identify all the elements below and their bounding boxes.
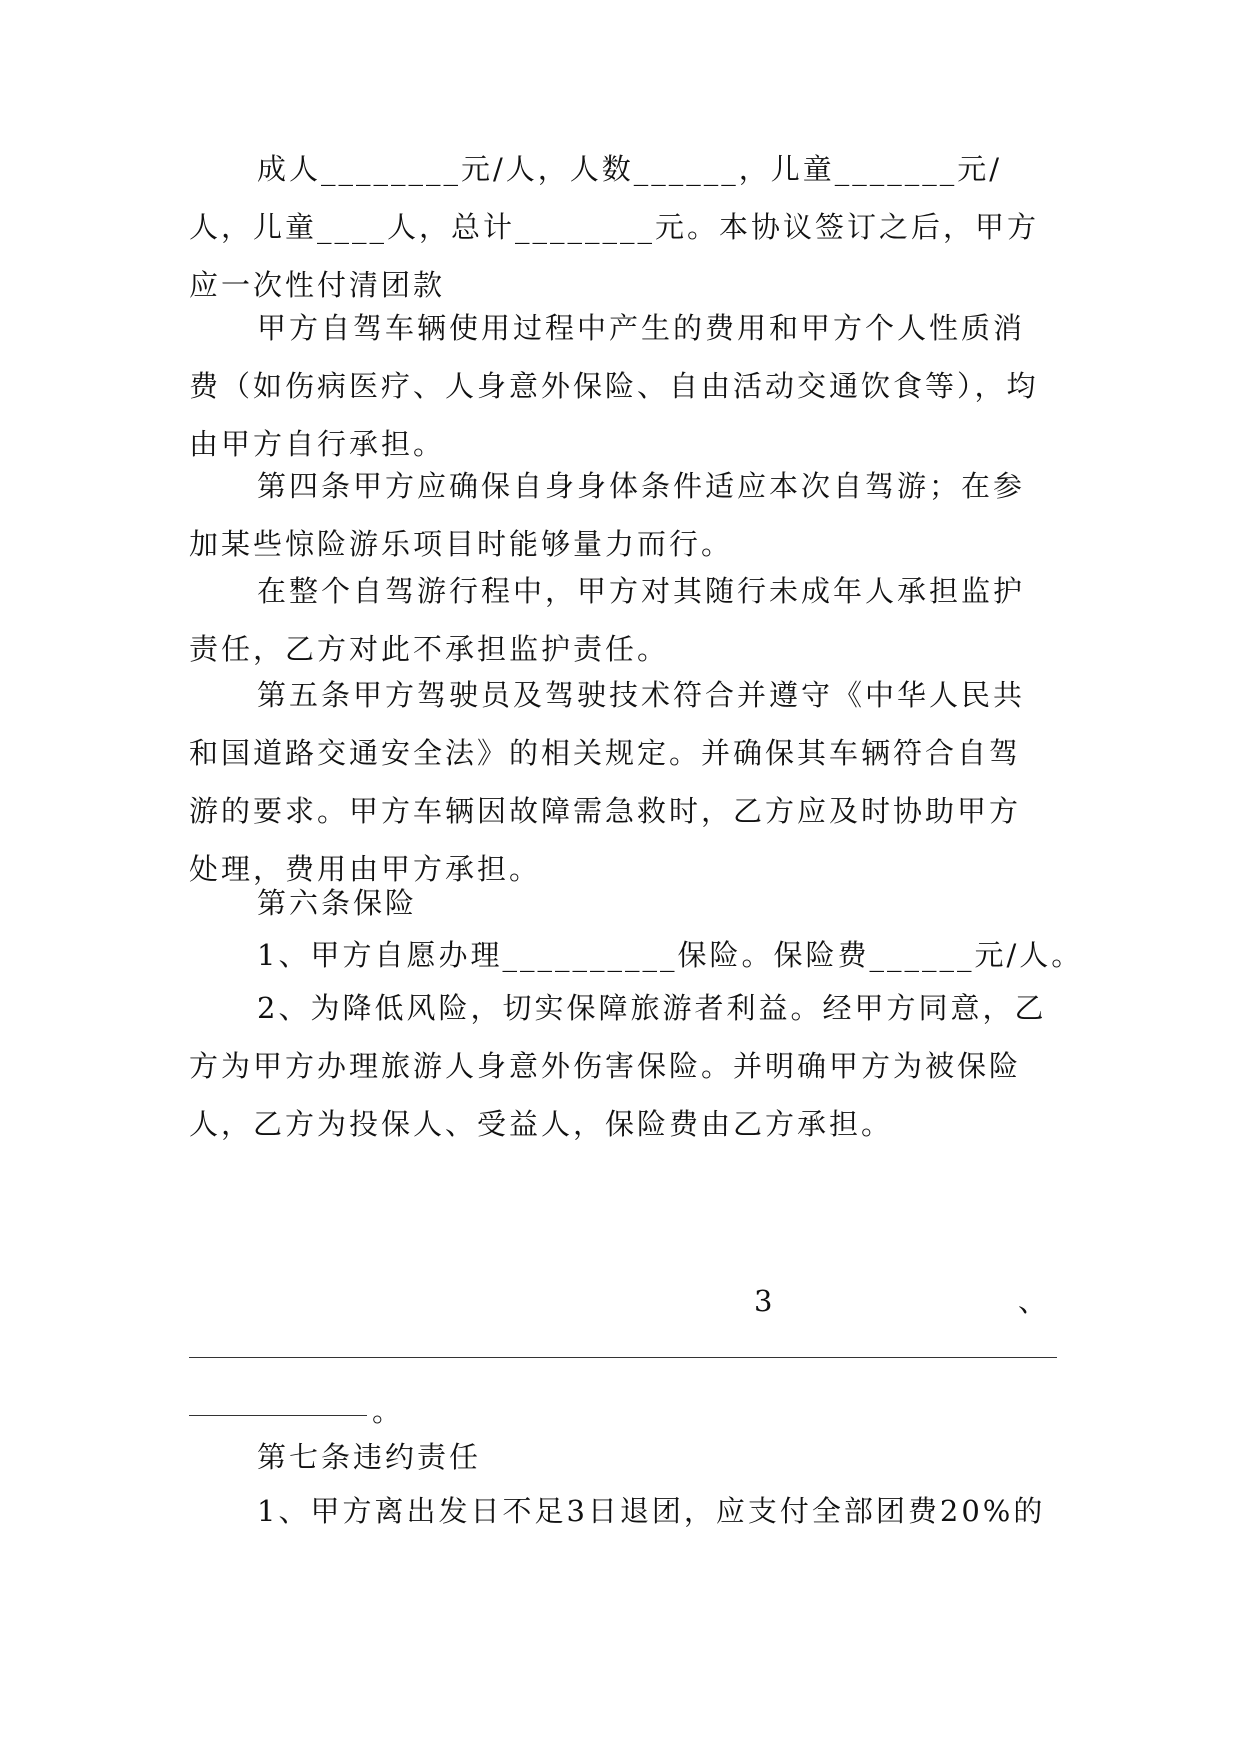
item-3-comma: 、 bbox=[1017, 1284, 1047, 1318]
blank-fill-line-short bbox=[189, 1415, 367, 1416]
paragraph-guardianship: 在整个自驾游行程中，甲方对其随行未成年人承担监护责任，乙方对此不承担监护责任。 bbox=[189, 574, 1026, 666]
paragraph-article-6-heading: 第六条保险 bbox=[257, 886, 418, 920]
paragraph-self-expenses: 甲方自驾车辆使用过程中产生的费用和甲方个人性质消费（如伤病医疗、人身意外保险、自由活动交通饮食等），均由甲方自行承担。 bbox=[189, 311, 1039, 461]
item-3-end-mark: 。 bbox=[372, 1394, 402, 1428]
paragraph-insurance-1: 1、甲方自愿办理__________保险。保险费______元/人。 bbox=[257, 938, 1084, 972]
paragraph-article-5: 第五条甲方驾驶员及驾驶技术符合并遵守《中华人民共和国道路交通安全法》的相关规定。并确保其车辆符合自驾游的要求。甲方车辆因故障需急救时，乙方应及时协助甲方处理，费用由甲方承担。 bbox=[189, 678, 1026, 886]
paragraph-fees: 成人________元/人，人数______，儿童_______元/人，儿童____人，总计________元。本协议签订之后，甲方应一次性付清团款 bbox=[189, 152, 1040, 302]
paragraph-article-7-heading: 第七条违约责任 bbox=[257, 1440, 482, 1474]
blank-fill-line-long bbox=[189, 1357, 1057, 1358]
item-3-line bbox=[189, 1272, 1057, 1330]
paragraph-article-4: 第四条甲方应确保自身身体条件适应本次自驾游；在参加某些惊险游乐项目时能够量力而行。 bbox=[189, 469, 1026, 561]
item-3-number: 3 bbox=[754, 1284, 773, 1318]
paragraph-breach-1: 1、甲方离出发日不足3日退团，应支付全部团费20%的 bbox=[257, 1494, 1046, 1528]
paragraph-insurance-2: 2、为降低风险，切实保障旅游者利益。经甲方同意，乙方为甲方办理旅游人身意外伤害保险。并明确甲方为被保险人，乙方为投保人、受益人，保险费由乙方承担。 bbox=[189, 991, 1047, 1141]
